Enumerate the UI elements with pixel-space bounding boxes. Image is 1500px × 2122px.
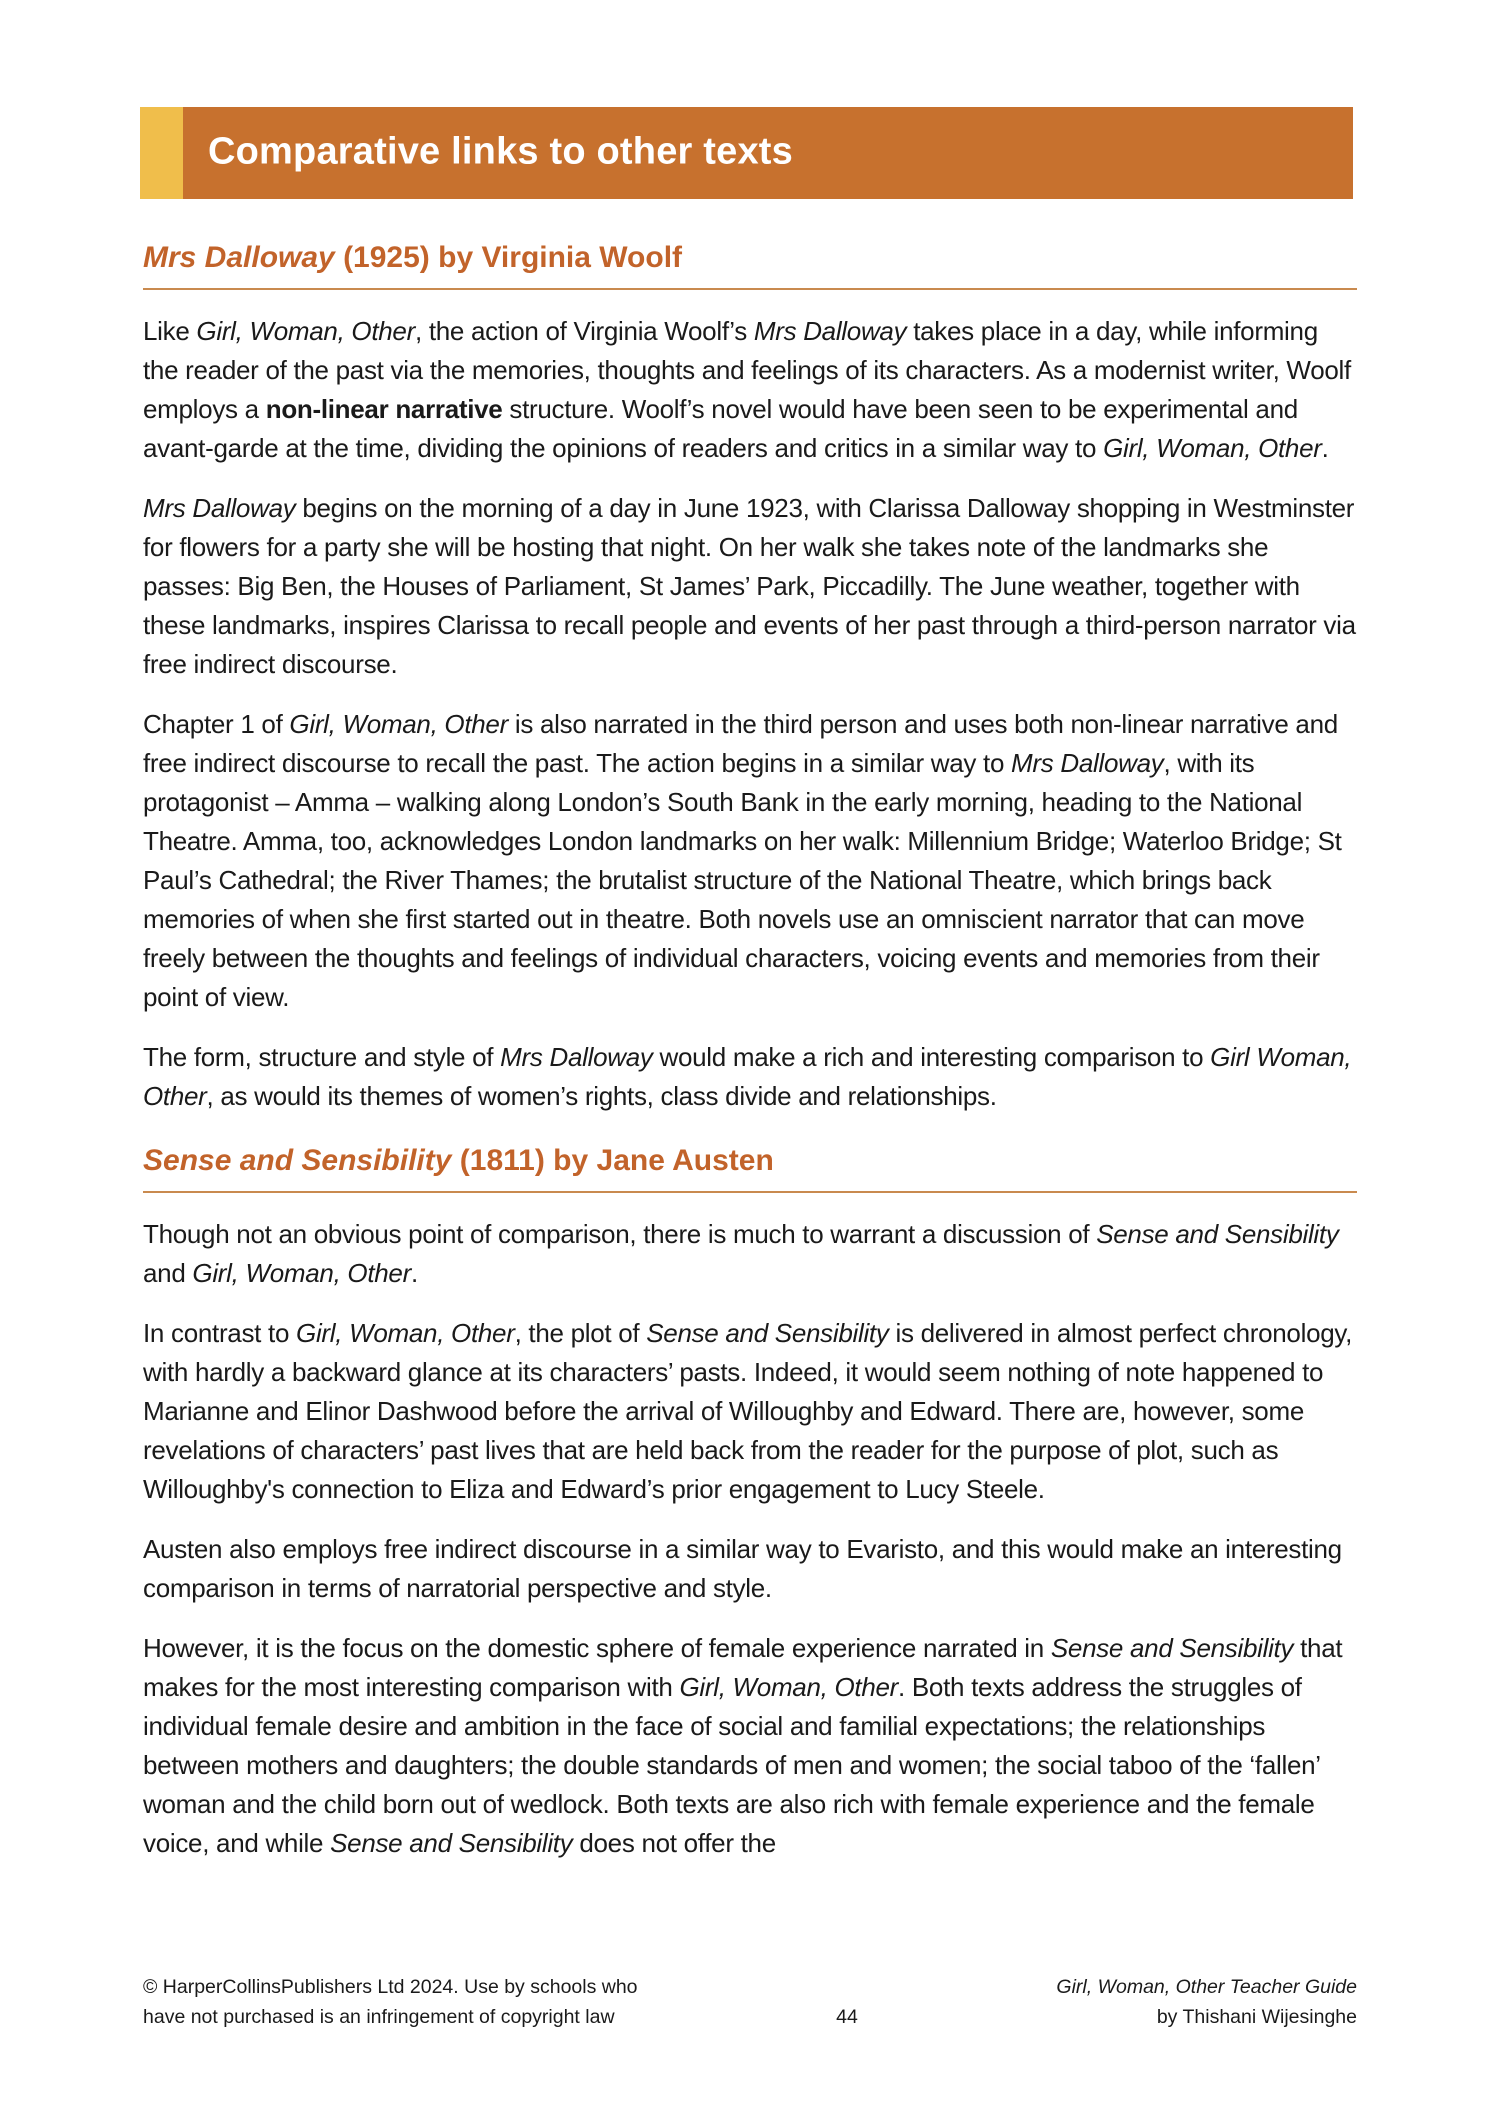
- footer-credit-title: Girl, Woman, Other Teacher Guide: [1056, 1976, 1357, 1998]
- footer-book-credit: [1056, 1972, 1357, 2032]
- paragraph: Austen also employs free indirect discourse in a similar way to Evaristo, and this would make an interesting comparison in terms of narratorial perspective and style.: [143, 1534, 1342, 1603]
- page-footer: [143, 1972, 1357, 2032]
- page-title: Comparative links to other texts: [208, 130, 793, 173]
- paragraph: Like Girl, Woman, Other, the action of Virginia Woolf’s Mrs Dalloway takes place in a day, while informing the reader of the past via the memories, thoughts and feelings of its characters. As a modernist writer, Woolf employs a non-linear narrative structure. Woolf’s novel would have been seen to be experimental and avant-garde at the time, dividing the opinions of readers and critics in a similar way to Girl, Woman, Other.: [143, 316, 1351, 463]
- footer-credit-author: by Thishani Wijesinghe: [1156, 2006, 1357, 2028]
- heading-rule: [143, 288, 1357, 290]
- paragraph: Mrs Dalloway begins on the morning of a day in June 1923, with Clarissa Dalloway shopping in Westminster for flowers for a party she will be hosting that night. On her walk she takes note of the landmarks she passes: Big Ben, the Houses of Parliament, St James’ Park, Piccadilly. The June weather, together with these landmarks, inspires Clarissa to recall people and events of her past through a third-person narrator via free indirect discourse.: [143, 493, 1356, 679]
- heading-sense-and-sensibility: Sense and Sensibility (1811) by Jane Austen: [143, 1144, 774, 1177]
- section-mrs-dalloway: [143, 240, 1357, 1116]
- paragraph: However, it is the focus on the domestic sphere of female experience narrated in Sense and Sensibility that makes for the most interesting comparison with Girl, Woman, Other. Both texts address the struggles of individual female desire and ambition in the face of social and familial expectations; the relationships between mothers and daughters; the double standards of men and women; the social taboo of the ‘fallen’ woman and the child born out of wedlock. Both texts are also rich with female experience and the female voice, and while Sense and Sensibility does not offer the: [143, 1633, 1343, 1858]
- section-sense-and-sensibility: [143, 1143, 1357, 1863]
- footer-copyright: [143, 1972, 638, 2032]
- paragraph: The form, structure and style of Mrs Dalloway would make a rich and interesting comparison to Girl Woman, Other, as would its themes of women’s rights, class divide and relationships.: [143, 1042, 1352, 1111]
- heading-rule: [143, 1191, 1357, 1193]
- page-number: 44: [836, 2006, 858, 2028]
- paragraph: Though not an obvious point of comparison, there is much to warrant a discussion of Sense and Sensibility and Girl, Woman, Other.: [143, 1219, 1339, 1288]
- banner-accent-bar: [140, 107, 183, 199]
- footer-copyright-line1: © HarperCollinsPublishers Ltd 2024. Use by schools who: [143, 1976, 638, 1998]
- title-banner: [140, 107, 1353, 199]
- heading-mrs-dalloway: Mrs Dalloway (1925) by Virginia Woolf: [143, 241, 683, 274]
- paragraph: In contrast to Girl, Woman, Other, the plot of Sense and Sensibility is delivered in almost perfect chronology, with hardly a backward glance at its characters’ pasts. Indeed, it would seem nothing of note happened to Marianne and Elinor Dashwood before the arrival of Willoughby and Edward. There are, however, some revelations of characters’ past lives that are held back from the reader for the purpose of plot, such as Willoughby's connection to Eliza and Edward’s prior engagement to Lucy Steele.: [143, 1318, 1353, 1504]
- paragraph: Chapter 1 of Girl, Woman, Other is also narrated in the third person and uses both non-linear narrative and free indirect discourse to recall the past. The action begins in a similar way to Mrs Dalloway, with its protagonist – Amma – walking along London’s South Bank in the early morning, heading to the National Theatre. Amma, too, acknowledges London landmarks on her walk: Millennium Bridge; Waterloo Bridge; St Paul’s Cathedral; the River Thames; the brutalist structure of the National Theatre, which brings back memories of when she first started out in theatre. Both novels use an omniscient narrator that can move freely between the thoughts and feelings of individual characters, voicing events and memories from their point of view.: [143, 709, 1342, 1012]
- footer-copyright-line2: have not purchased is an infringement of copyright law: [143, 2006, 615, 2028]
- page-content: [143, 240, 1357, 1884]
